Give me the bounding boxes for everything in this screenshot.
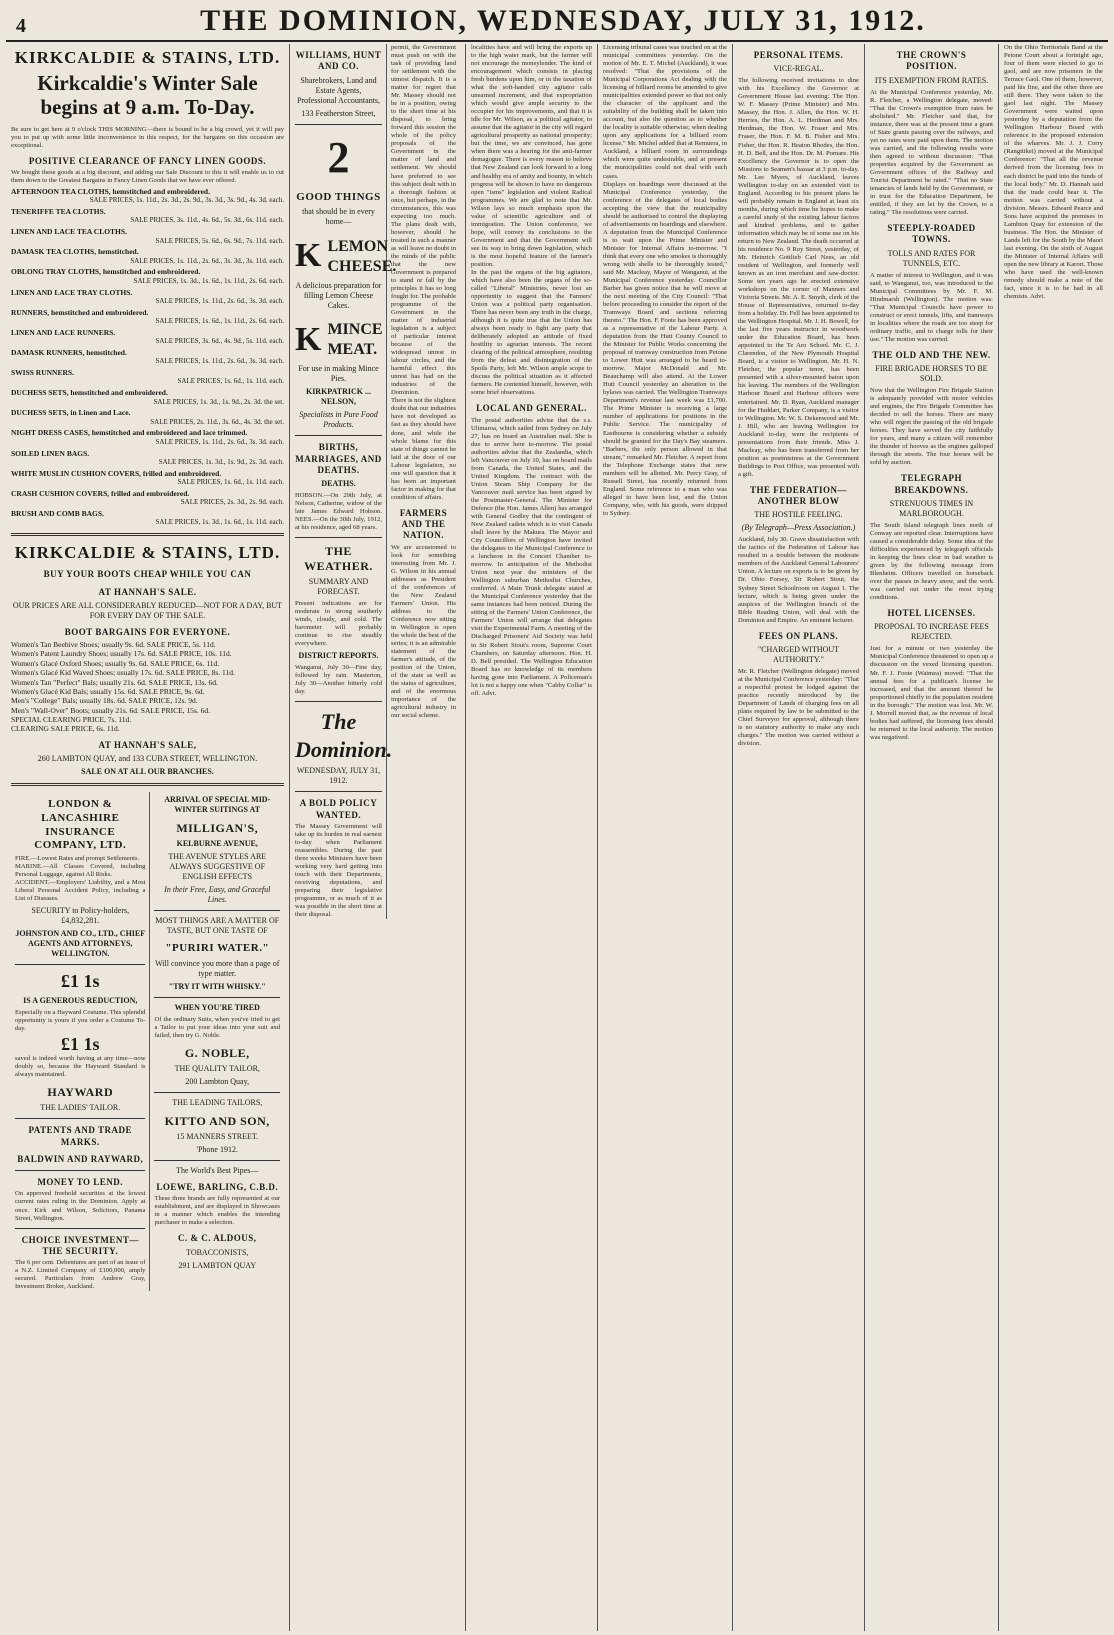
flag-date: WEDNESDAY, JULY 31, 1912. [296,766,381,786]
linen-item [11,388,284,397]
linen-item [11,247,284,256]
water-head: MOST THINGS ARE A MATTER OF TASTE, BUT ONE TASTE OF [155,916,280,936]
linen-item-name: BRUSH AND COMB BAGS. [11,508,104,518]
linen-item-name: LINEN AND LACE RUNNERS. [11,327,116,337]
births-title: BIRTHS, MARRIAGES, AND DEATHS. [295,442,382,475]
linen-item-name: LINEN AND LACE TEA CLOTHS. [11,227,127,237]
linen-item-name: DAMASK RUNNERS, hemstitched. [11,347,127,357]
aldous-address: 291 LAMBTON QUAY [178,1260,257,1270]
hotel-title: HOTEL LICENSES. [887,608,976,619]
boots-line: Women's Glacé Kid Waved Shoes; usually 17s. 6d. SALE PRICE, 8s. 11d. [11,668,235,678]
linen-item [11,207,284,216]
aldous-name: C. & C. ALDOUS, [177,1233,257,1244]
fire-title: FIRE BRIGADE HORSES TO BE SOLD. [875,364,988,384]
boots-headline: BUY YOUR BOOTS CHEAP WHILE YOU CAN [43,569,252,580]
linen-item-prices: SALE PRICES, 1s. 6d., 1s. 11d., 2s. 6d. each. [155,317,284,326]
noble-address: 200 Lambton Quay, [185,1076,250,1086]
linen-item-name: DUCHESS SETS, hemstitched and embroidered. [11,388,168,398]
linen-item [11,267,284,276]
leading-title: THE LEADING TAILORS, [172,1097,263,1107]
linen-item [11,509,284,518]
lower-ads [11,792,284,1291]
lower-ads-left: LONDON & LANCASHIRE INSURANCE COMPANY, LTD. FIRE.—Lowest Rates and prompt Settlements. MARINE.—All Classes Covered, including Personal Luggage, against All Risks. ACCIDENT.—Employers' Liability, and a Most Liberal Personal Accident Policy, including a List of Diseases. SECURITY to Policy-holders, £4,832,281. JOHNSTON AND CO., LTD., CHIEF AGENTS AND ATTORNEYS, WELLINGTON. £1 1s IS A GENEROUS REDUCTION, Especially on a Hayward Costume. This splendid opportunity is yours if you order a Costume To-day. £1 1s saved is indeed worth having at any time—now doubly so, because the Hayward Standard is always maintained. HAYWARD THE LADIES' TAILOR. PATENTS AND TRADE MARKS. BALDWIN AND RAYWARD, MONEY TO LEND. On approved freehold securities at the lowest current rates ruling in the Dominion. Apply at once. Kirk and Wilson, Solicitors, Panama Street, Wellington. CHOICE INVESTMENT—THE SECURITY. The 6 per cent. Debentures are part of an issue of a N.Z. Limited Company of £100,000, amply secured. Particulars from Andrew Gray, Investment Broker, Auckland. [11,792,150,1291]
linen-item-prices: SALE PRICES, 1s. 11d., 2s. 6d., 3s. 3d., 3s. 11d. each. [130,256,284,265]
linen-item [11,348,284,357]
linen-item [11,408,284,417]
aldous-sub: TOBACCONISTS, [186,1247,249,1257]
hero-note: that should be in every home— [302,207,375,227]
linen-item [11,368,284,377]
federation-title: THE FEDERATION—ANOTHER BLOW [749,484,848,507]
ad-headline-winter-sale: Kirkcaldie's Winter Sale begins at 9 a.m. To-Day. [37,71,258,120]
linen-item [11,428,284,437]
ad-section-note: We bought these goods at a big discount, and adding our Sale Discount to this it will enable us to cut them down to the Greatest Bargains in Fancy Linen Goods that we have ever offered. [11,168,284,184]
linen-item-name: SWISS RUNNERS. [11,368,74,378]
linen-item [11,187,284,196]
kirkpatrick-name: KIRKPATRICK ... NELSON, [305,387,372,407]
mince-block: K MINCE MEAT. [295,320,383,358]
boots-line: Men's "College" Bals; usually 18s. 6d. SALE PRICE, 12s. 9d. [11,696,198,706]
boots-note: OUR PRICES ARE ALL CONSIDERABLY REDUCED—NOT FOR A DAY, BUT FOR EVERY DAY OF THE SALE. [12,600,283,620]
linen-item [11,308,284,317]
linen-item [11,227,284,236]
lemon-block: K LEMON CHEESE. [295,237,397,275]
insurance-line: FIRE.—Lowest Rates and prompt Settlements. [15,855,140,863]
boots-lines [11,640,284,734]
noble-name: G. NOBLE, [184,1045,250,1060]
fees-title: FEES ON PLANS. [758,630,839,641]
whisky-line: "TRY IT WITH WHISKY." [168,981,266,991]
column-4: Licensing tribunal cases was touched on at the municipal committees yesterday. On the motion of Mr. E. T. Michel (Auckland), it was resolved: "That the provisions of the Municipal Corporations Act dealing with the licensing of billiard rooms be amended to give municipalities extended power so that not only the character of the applicant and the suitability of the building shall be taken into account, but also the question as to whether the locality is suitable otherwise; when dealing upon any applications for a billiard room license." Mr. Michel added that at Remuera, in Auckland, a billiard room in surroundings which were quite undesirable, and at present the municipalities could not deal with such cases. Displays on hoardings were discussed at the Municipal Conference yesterday, the conference of the delegates of local bodies accepting the view that the municipality should be authorised to control the displaying of advertisements on hoardings and elsewhere. A deputation from the Municipal Conference is to wait upon the Prime Minister and Minister for Internal Affairs to-morrow. "I think that every one who smokes is thoroughly wrong with shells to be thoroughly tested," said Mr. Macleay, Mayor of Wanganui, at the Municipal Conference yesterday. Councillor Barber has given notice that he will move at the next meeting of the City Council: "That before proceeding to consider the report of the Tramways Board and sections referring thereto." The Hon. F. Foote has been approved as a representative of the Labour Party. A deputation from the Hutt County Council to the Minister for Public Works concerning the proposal of tramway construction from Petone to Lower Hutt was arranged to be heard to-morrow. Major McDonald and Mr. Beauchamp will also attend. At the Lower Hutt Council yesterday an alteration to the bylaws was carried. The Wellington Tramways Department's revenue last week was £1,700. The Prime Minister is receiving a large number of applications for positions in the Public Service. The municipality of Eastbourne is considering whether a subsidy should be granted for the Day's Bay steamers. "Barbers, the only person allowed in that stream," remarked Mr. Fletcher. A report from the Telephone Exchange states that new numbers will be allotted. Mr. Percy Gray, of Russell Street, has recently returned from England. Some reference to a man who was alleged to have been lost, and the Union Company, who, with his goods, were shipped to Sydney. [598,44,733,1631]
linen-item-prices: SALE PRICES, 1s. 11d., 2s. 6d., 3s. 3d. each. [155,296,284,305]
hero-number: 2 [327,132,350,182]
col2-split [295,44,460,919]
linen-item-prices: SALE PRICES, 1s. 6d., 1s. 11d. each. [177,478,284,487]
column-3: localities have and will bring the exports up to the high water mark, but the farmer will not encourage the moneylender. The kind of encouragement which consists in placing fresh burdens upon him, or in the taxation of what the soft-handed city agitator calls unearned increment, and that expropriation which would give ample security to the occupier for his improvements, and that it is idle for Mr. Wilson, as a political agitator, to assume that the agitator in the city will regard agricultural prosperity as national prosperity; but the time, we are convinced, has gone when there was a hearing for the anti-farmer demagogue. There is every reason to believe that New Zealand can look forward to a long and healthy era of amity and bounty, in which progress will be shown to have no dangerous open "isms" legislation and violent Radical programmes. We are glad to note that Mr. Wilson lays so much emphasis upon the value of scientific agriculture and of immigration. The Union conference, we hope, will convey its conclusions to the Government and that the Government will see its way to bring down legislation, which is the most hopeful feature of the farmer's position. In the past the organs of the big agitators, which have also been the organs of the so-called "Liberal" Ministries, never lost an opportunity to suggest that the Farmers' Union was a political party organisation. There has never been any truth in the charge, although it is quite true that the Union has always been ready to fight any party that deliberately adopted an attitude of fixed hostility to agrarian interests. The recent clearing of the political atmosphere, resulting from the defeat and disintegration of the Spoils Party, left Mr. Wilson ample scope to discuss the political situation as it affected farmers. He contented himself, however, with some brief observations. LOCAL AND GENERAL. The postal authorities advise that the s.s. Ulimaroa, which sailed from Sydney on July 27, has on board an Australian mail. She is due to arrive here to-morrow. The postal authorities advise that the Zealandia, which left Vancouver on July 10, has on board mails from Canada, the United States, and the United Kingdom. The contract with the Union Steam Ship Company for the Vancouver mail service has been signed by the Postmaster-General. The Minister for Defence (the Hon. James Allen) has arranged with General Godley that the contingent of New Zealand cadets which is to visit Canada shall leave by the Makura. The Mayor and City Councillors of Wellington have invited the delegates to the Municipal Conference to a luncheon in the Concert Chamber to-morrow. In anticipation of the Methodist Union next year the ministers of the Wellington suburban Methodist Churches, conferred. A Main Trunk delegate stated at the Municipal Conference yesterday that the same instances had been noticed. During the sitting of the Farmers' Union Conference, the Farmers' Union will arrange that delegates visit the Experimental Farm. A meeting of the Discharged Prisoners' Aid Society was held in Sir Robert Stout's room, Supreme Court Chambers, on Saturday afternoon. Hon. H. D. Bell presided. The Wellington Education Board has no knowledge of its members having gone into Parliament. A Policeman's lot is not a happy one when "Cabby Collar" is off. Advt. [466,44,598,1631]
linen-item-name: WHITE MUSLIN CUSHION COVERS, frilled and embroidered. [11,468,222,478]
linen-item-prices: SALE PRICES, 5s. 6d., 6s. 9d., 7s. 11d. each. [155,236,284,245]
crown-title: THE CROWN'S POSITION. [896,50,967,72]
tailor-name: HAYWARD [47,1085,114,1100]
pipes-title: The World's Best Pipes— [176,1165,259,1175]
milligan-address: KELBURNE AVENUE, [176,839,258,849]
patents-title: PATENTS AND TRADE MARKS. [28,1125,132,1147]
linen-item-prices: SALE PRICES, 1s. 6d., 1s. 11d. each. [177,377,284,386]
water-name: "PURIRI WATER." [165,942,270,955]
lower-ads-right: ARRIVAL OF SPECIAL MID-WINTER SUITINGS AT MILLIGAN'S, KELBURNE AVENUE, THE AVENUE STYLES ARE ALWAYS SUGGESTIVE OF ENGLISH EFFECTS In their Free, Easy, and Graceful Lines. MOST THINGS ARE A MATTER OF TASTE, BUT ONE TASTE OF "PURIRI WATER." Will convince you more than a page of type matter. "TRY IT WITH WHISKY." WHEN YOU'RE TIRED Of the ordinary Suits, when you've tried to get a Tailor to put your ideas into your suit and failed, then try G. Noble. G. NOBLE, THE QUALITY TAILOR, 200 Lambton Quay, THE LEADING TAILORS, KITTO AND SON, 15 MANNERS STREET. 'Phone 1912. The World's Best Pipes— LOEWE, BARLING, C.B.D. These three brands are fully represented at our establishment, and are displayed in Showcases in a manner which enables the intending purchaser to make a selection. C. & C. ALDOUS, TOBACCONISTS, 291 LAMBTON QUAY [154,795,280,1270]
linen-item-name: AFTERNOON TEA CLOTHS, hemstitched and embroidered. [11,186,210,196]
linen-item [11,288,284,297]
columns [6,44,1108,1631]
linen-item [11,489,284,498]
boots-sub: AT HANNAH'S SALE. [98,586,197,597]
linen-item-prices: SALE PRICES, 1s. 11d., 2s. 6d., 3s. 3d. each. [155,437,284,446]
vice-regal: VICE-REGAL. [773,64,824,74]
paper-dateline: THE DOMINION, WEDNESDAY, JULY 31, 1912. [200,4,926,37]
kitto-phone: 'Phone 1912. [196,1144,238,1154]
williams-sub: Sharebrokers, Land and Estate Agents, Professional Accountants, [296,75,381,105]
linen-item-name: CRASH CUSHION COVERS, frilled and embroidered. [11,488,190,498]
williams-name: WILLIAMS, HUNT AND CO. [295,50,382,72]
water-sub: Will convince you more than a page of type matter. [155,958,280,978]
linen-item-prices: SALE PRICES, 3s. 11d., 4s. 6d., 5s. 3d., 6s. 11d. each. [130,216,284,225]
weather-sub: SUMMARY AND FORECAST. [308,577,369,597]
col2-article: permit, the Government must push on with the task of providing land for settlement with the utmost dispatch. It is a matter for regret that Mr. Massey should not be in a position, owing to the short time at his disposal, to bring forward this session the whole of the policy proposals of the Government in the matter of land and settlement. We should have preferred to see this subject dealt with in a thorough fashion at once, but perhaps, in the circumstances, this was expecting too much. The plans dealt with, however, should be treated in such a manner as will leave no doubt in the minds of the public that the new Government is prepared to stand or fall by the principles it has so long fought for. The probable programme of the Government in the matter of industrial legislation is a subject of particular interest because of the widespread unrest in labour circles, and the harmful effect this unrest has had on the industries of the Dominion. There is not the slightest doubt that our industries have not developed as fast as they should have done, and while the whole blame for this state of things cannot be laid at the door of our Labour legislation, no one will question that it has been an important factor in making for that condition of affairs. FARMERS AND THE NATION. We are accustomed to look for something interesting from Mr. J. G. Wilson in his annual addresses as President of the conferences of the New Zealand Farmers' Union. His address to the Conference now sitting in Wellington is open the whole the best of the series; it is an admirable statement of the farmer's attitude, of the position of the Union, of the state as well as the status of agriculture, and of the enormous importance of the agricultural industry in our social scheme. [391,44,456,720]
tailor-sub: THE LADIES' TAILOR. [40,1103,121,1113]
boots-line: Women's Tan "Perfect" Bals; usually 21s. 6d. SALE PRICE, 13s. 6d. [11,677,218,687]
column-1 [6,44,290,1631]
linen-item [11,449,284,458]
milligan-name: MILLIGAN'S, [176,821,259,836]
tired-title: WHEN YOU'RE TIRED [174,1002,260,1012]
tele-title: TELEGRAPH BREAKDOWNS. [894,473,969,495]
column-2 [290,44,466,1631]
insurance-lines [15,855,145,903]
boots-line: Men's "Wall-Over" Boots; usually 21s. 6d. SALE PRICE, 15s. 6d. [11,705,210,715]
linen-item-name: TENERIFFE TEA CLOTHS. [11,207,106,217]
linen-item [11,469,284,478]
price-one-text: IS A GENEROUS REDUCTION, [23,995,138,1005]
noble-sub: THE QUALITY TAILOR, [174,1063,260,1073]
personal-title: PERSONAL ITEMS. [753,50,844,60]
linen-item-name: DAMASK TEA CLOTHS, hemstitched. [11,247,139,257]
district-title: DISTRICT REPORTS. [298,651,379,661]
insurance-security: SECURITY to Policy-holders, £4,832,281. [31,906,130,926]
linen-item-prices: SALE PRICES, 3s. 6d., 4s. 9d., 5s. 11d. each. [155,337,284,346]
linen-item-prices: SALE PRICES, 2s. 11d., 3s. 6d., 4s. 3d. the set. [150,417,284,426]
linen-item-name: SOILED LINEN BAGS. [11,448,90,458]
baldwin-title: BALDWIN AND RAYWARD, [17,1153,144,1164]
boots-caption: BOOT BARGAINS FOR EVERYONE. [64,626,231,637]
mince-sub: For use in making Mince Pies. [298,364,379,384]
weather-title: THE WEATHER. [304,544,373,574]
styles-sub: In their Free, Easy, and Graceful Lines. [164,885,271,905]
linen-item-prices: SALE PRICES, 1s. 3d., 1s. 6d., 1s. 11d. each. [155,518,284,527]
linen-item-prices: SALE PRICES, 1s. 11d., 2s. 3d., 2s. 9d., 3s. 3d., 3s. 9d., 4s. 3d. each. [89,196,284,205]
lemon-title: LEMON CHEESE. [327,237,397,275]
styles-text: THE AVENUE STYLES ARE ALWAYS SUGGESTIVE OF ENGLISH EFFECTS [168,852,267,882]
column-5: PERSONAL ITEMS. VICE-REGAL. The following received invitations to dine with his Excellency the Governor at Government House last evening: The Hon. W. F. Massey (Prime Minister) and Mrs. Massey, the Hon. J. Allen, the Hon. W. H. Herries, the Hon. A. L. Herdman and Mrs. Herdman, the Hon. W. Fraser and Mrs. Fraser, the Hon. F. M. B. Fisher and Mrs. Fisher, the Hon. R. Heaton Rhodes, the Hon. H. D. Bell, and the Hon. Dr. M. Pomare. His Excellency the Governor is to open the Missions to Seamen's bazaar at 3 p.m. to-day. Mr. Lee Myers, of Auckland, leaves Wellington to-day on an extended visit to England. According to his present plans he will probably remain in England at least six months, during which time he hopes to make a careful study of the existing labour factors and kindred problems, and to gather information which may be of some use on his return to New Zealand. The death occurred at his residence No. 9 Roy Street, yesterday, of Mr. Heinrich Gottlieb Carl Nees, an old resident of Wellington, and formerly well known as an iron merchant and saw-doctor. Some ten years ago he erected extensive workshops on the corner of Manners and Victoria Streets. Mr. A. E. Smyth, clerk of the House of Representatives, returned to-day from a holiday. Dr. Fell has been appointed to the Wellington Hospital. Mr. J. H. Bowell, for the last five years instructor in woodwork under the Education Board, has been appointed to the Te Aro School. Mr. C. J. Clarendon, of the New Plymouth Hospital Board, is a visitor to Wellington. Mr. H. N. Fletcher, the popular tenor, has been presented with a silver-mounted baton upon his leaving. The members of the Wellington Harbour Board and Harbour officers were entertained. Mr. D. Ryan, Auckland manager for the Huddart, Parker Company, is a visitor to Wellington. Mr. W. S. Dekenwood and Mr. J. Hill, who are leaving Wellington for Auckland to-day, were the recipients of presentations from their friends. Miss J. Macleay, who has been transferred from her position as postmistress at the Government Buildings to Post Office, was presented with a gift. THE FEDERATION—ANOTHER BLOW THE HOSTILE FEELING. (By Telegraph—Press Association.) Auckland, July 30. Grave dissatisfaction with the tactics of the Federation of Labour has resulted in a trouble between the moderate members of the Auckland General Labourers' Union. A lecture on exports is to be given by Dr. Ohio Forsey, Sir Robert Stout, the Sydney Street Schoolroom on August 1. The lecture, which is being given under the auspices of the Wellington branch of the Bible Reading Union, will deal with the Dominion and Empire. An eminent lecturer. FEES ON PLANS. "CHARGED WITHOUT AUTHORITY." Mr. R. Fletcher (Wellington delegate) moved at the Municipal Conference yesterday: "That a respectful protest be lodged against the practice recently introduced by the Department of Lands of charging fees on all plans required by law to be submitted to the Chief Surveyor for approval, although there is no statutory authority to make any such charges." The motion was carried without a division. [733,44,865,1631]
insurance-title: LONDON & LANCASHIRE INSURANCE COMPANY, LTD. [34,798,127,852]
paper-flag: The Dominion. [295,709,393,762]
linen-item-name: DUCHESS SETS, in Linen and Lace. [11,408,131,418]
insurance-agents: JOHNSTON AND CO., LTD., CHIEF AGENTS AND ATTORNEYS, WELLINGTON. [15,929,146,959]
linen-item-prices: SALE PRICES, 1s. 3d., 1s. 9d., 2s. 3d. the set. [153,397,284,406]
linen-item-name: RUNNERS, hemstitched and embroidered. [11,307,149,317]
kirkpatrick-sub: Specialists in Pure Food Products. [299,410,378,430]
lemon-sub: A delicious preparation for filling Lemon Cheese Cakes. [295,280,382,310]
linen-item-prices: SALE PRICES, 1s. 3d., 1s. 6d., 1s. 11d., 2s. 6d. each. [133,276,284,285]
money-title: MONEY TO LEND. [37,1177,124,1188]
ad-section-title: POSITIVE CLEARANCE OF FANCY LINEN GOODS. [28,155,267,166]
col2-ads: WILLIAMS, HUNT AND CO. Sharebrokers, Land and Estate Agents, Professional Accountants, 133 Featherston Street, 2 GOOD THINGS that should be in every home— K LEMON CHEESE. A delicious preparation for filling Lemon Cheese Cakes. K MINCE MEAT. For use in making Mince Pies. KIRKPATRICK ... NELSON, Specialists in Pure Food Products. BIRTHS, MARRIAGES, AND DEATHS. DEATHS. HOBSON.—On 29th July, at Nelson, Catherine, widow of the late James Edward Hobson. NEES.—On the 30th July, 1912, at his residence, aged 68 years. THE WEATHER. SUMMARY AND FORECAST. Present indications are for moderate to strong southerly winds, cloudy, and cold. The barometer will probably continue to rise steadily everywhere. DISTRICT REPORTS. Wanganui, July 30—Fine day, followed by rain. Masterton, July 30—Another bitterly cold day. The Dominion. WEDNESDAY, JULY 31, 1912. A BOLD POLICY WANTED. The Massey Government will take up its burden in real earnest to-day when Parliament reassembles. During the past three weeks Ministers have been working very hard getting into touch with their Departments, receiving deputations, and preparing their legislative programme, or as much of it as was possible in the short time at their disposal. [295,44,387,919]
hero-sub: GOOD THINGS [296,190,381,203]
ad-firm-kirkcaldie-2: KIRKCALDIE & STAINS, LTD. [14,543,281,563]
boots-branches: SALE ON AT ALL OUR BRANCHES. [81,767,214,777]
tolls-title: TOLLS AND RATES FOR TUNNELS, ETC. [887,248,976,268]
insurance-line: MARINE.—All Classes Covered, including Personal Luggage, against All Risks. [15,863,146,879]
editorial-title: A BOLD POLICY WANTED. [299,798,378,820]
linen-item-name: LINEN AND LACE TRAY CLOTHS. [11,287,133,297]
crown-sub: ITS EXEMPTION FROM RATES. [874,75,989,85]
ad-intro: Be sure to get here at 9 o'clock THIS MORNING—there is bound to be a big crowd, yet it will pay you to put up with some little inconvenience in this respect, for the bargains on this occasion are exceptional. [11,125,284,149]
column-6: THE CROWN'S POSITION. ITS EXEMPTION FROM RATES. At the Municipal Conference yesterday, Mr. R. Fletcher, a Wellington delegate, moved: "That the Crown's exemption from rates be abolished." Mr. Fletcher said that, for instance, there was at the present time a grant of State grants passing over the railways, and yet no rates were paid upon them. The motion was carried, and the following results were then agreed to without discussion: "That properties acquired by the Government as Government offices of the Railway and Tourist Department be rated." "That no State tenancies of lands held by the Government, or in trust for the Education Department, be entitled, if they are let by the Crown, to a rating." The resolutions were carried. STEEPLY-ROADED TOWNS. TOLLS AND RATES FOR TUNNELS, ETC. A matter of interest to Wellington, and it was said, to Wanganui, too, was introduced to the Municipal Committees by Mr. F. M. Hindmarsh (Wellington). The motion was: "That Municipal Councils have power to construct or erect tunnels, lifts, and tramways in localities where the roads are too steep for ordinary traffic, and to charge tolls for their use." The motion was carried. THE OLD AND THE NEW. FIRE BRIGADE HORSES TO BE SOLD. Now that the Wellington Fire Brigade Station is adequately provided with motor vehicles and engines, the Fire Brigade Committee has decided to sell the horses. There are many who will regret the passing of the old brigade horses. They have served the city faithfully for years, and many a citizen will remember the thunder of hooves as the engines galloped through the streets. The four horses will be sold by auction. TELEGRAPH BREAKDOWNS. STRENUOUS TIMES IN MARLBOROUGH. The South Island telegraph lines north of Conway are reported clear. Interruptions have caused a considerable delay. Some idea of the difficulties experienced by telegraph officials in keeping the lines clear in bad weather is given by the following message from Blenheim. Officers travelled on horseback over the passes in heavy snow, and the work was carried out under the most trying conditions. HOTEL LICENSES. PROPOSAL TO INCREASE FEES REJECTED. Just for a minute or two yesterday the Municipal Conference threatened to open up a discussion on the vexed licensing question. Mr. F. J. Foote (Waimea) moved: "That the annual fees for a publican's license be increased, and that the amount thereof be proportioned chiefly to the population resident in the borough." The motion was lost. Mr. W. J. Morrell moved that, as the revenue of local bodies had suffered, the licensing fees should be returned to the local authority. The motion was negatived. [865,44,999,1631]
page-number: 4 [16,15,26,37]
column-7: On the Ohio Territorials Band at the Petone Court about a fortnight ago, four of them were elected to go to gaol, and are now prisoners in the Terrace Gaol. One of them, however, paid his fine, and the other three are still there. They were taken to the gaol last night. The Massey Government were waited upon yesterday by a deputation from the Wellington Harbour Board with reference to the proposed extension of the wharves. Mr. J. J. Corry (Rangitikei) moved at the Municipal Conference: "That all the revenue derived from the licensing fees in each district be paid into the funds of the local body." Mr. D. Hannah said that the trade could bear it. The motion was carried without a division. Messrs. Edward Pearce and Sons have acquired the premises in Lambton Quay for extension of the business. The Hon. the Minister of Lands left for the South by the Maori last evening. On the sixth of August the Minister of Internal Affairs will open the new library at Karori. Those who have used the well-known remedy should make a note of the fact, since it is to be had in all chemists. Advt. [1004,44,1103,300]
linen-item [11,328,284,337]
deaths-title: DEATHS. [321,479,356,488]
linen-item-prices: SALE PRICES, 2s. 3d., 2s. 9d. each. [180,498,284,507]
strenuous-title: STRENUOUS TIMES IN MARLBOROUGH. [889,498,974,518]
linen-items [11,187,284,527]
local-title: LOCAL AND GENERAL. [476,403,587,414]
steep-title: STEEPLY-ROADED TOWNS. [887,223,976,245]
boots-address: 260 LAMBTON QUAY, and 133 CUBA STREET, WELLINGTON. [37,754,258,764]
choice-title: CHOICE INVESTMENT—THE SECURITY. [21,1234,139,1256]
boots-line: CLEARING SALE PRICE, 6s. 11d. [11,724,120,734]
linen-item-name: OBLONG TRAY CLOTHS, hemstitched and embroidered. [11,267,201,277]
linen-item-prices: SALE PRICES, 1s. 3d., 1s. 9d., 2s. 3d. each. [158,457,284,466]
price-one: £1 1s [60,971,100,992]
telegraph-note: (By Telegraph—Press Association.) [741,523,856,533]
linen-item-name: NIGHT DRESS CASES, hemstitched and embroidered and lace trimmed. [11,428,248,438]
linen-item-prices: SALE PRICES, 1s. 11d., 2s. 6d., 3s. 3d. each. [155,357,284,366]
insurance-line: ACCIDENT.—Employers' Liability, and a Most Liberal Personal Accident Policy, including a List of Diseases. [15,879,146,903]
kitto-address: 15 MANNERS STREET. [176,1131,259,1141]
boots-line: Women's Glacé Oxford Shoes; usually 9s. 6d. SALE PRICE, 6s. 11d. [11,658,220,668]
williams-address: 133 Featherston Street, [301,108,376,118]
farmers-title: FARMERS AND THE NATION. [399,507,448,541]
boots-line: SPECIAL CLEARING PRICE, 7s. 11d. [11,715,132,725]
charged-title: "CHARGED WITHOUT AUTHORITY." [757,644,840,664]
hostile-title: THE HOSTILE FEELING. [754,510,843,520]
price-two: £1 1s [60,1033,100,1054]
boots-line: Women's Tan Beehive Shoes; usually 9s. 6d. SALE PRICE, 5s. 11d. [11,640,216,650]
ad-firm-kirkcaldie: KIRKCALDIE & STAINS, LTD. [14,48,281,67]
boots-line: Women's Glacé Kid Bals; usually 15s. 6d. SALE PRICE, 9s. 6d. [11,686,205,696]
proposal-title: PROPOSAL TO INCREASE FEES REJECTED. [874,622,989,642]
kitto-name: KITTO AND SON, [164,1113,270,1128]
pipes-brands: LOEWE, BARLING, C.B.D. [156,1181,279,1192]
boots-line: Women's Patent Laundry Shoes; usually 17s. 6d. SALE PRICE, 10s. 11d. [11,649,232,659]
old-title: THE OLD AND THE NEW. [872,349,991,360]
masthead [6,4,1108,42]
arrival-title: ARRIVAL OF SPECIAL MID-WINTER SUITINGS AT [164,795,271,815]
mince-title: MINCE MEAT. [327,321,383,358]
boots-tail: AT HANNAH'S SALE, [98,739,197,750]
